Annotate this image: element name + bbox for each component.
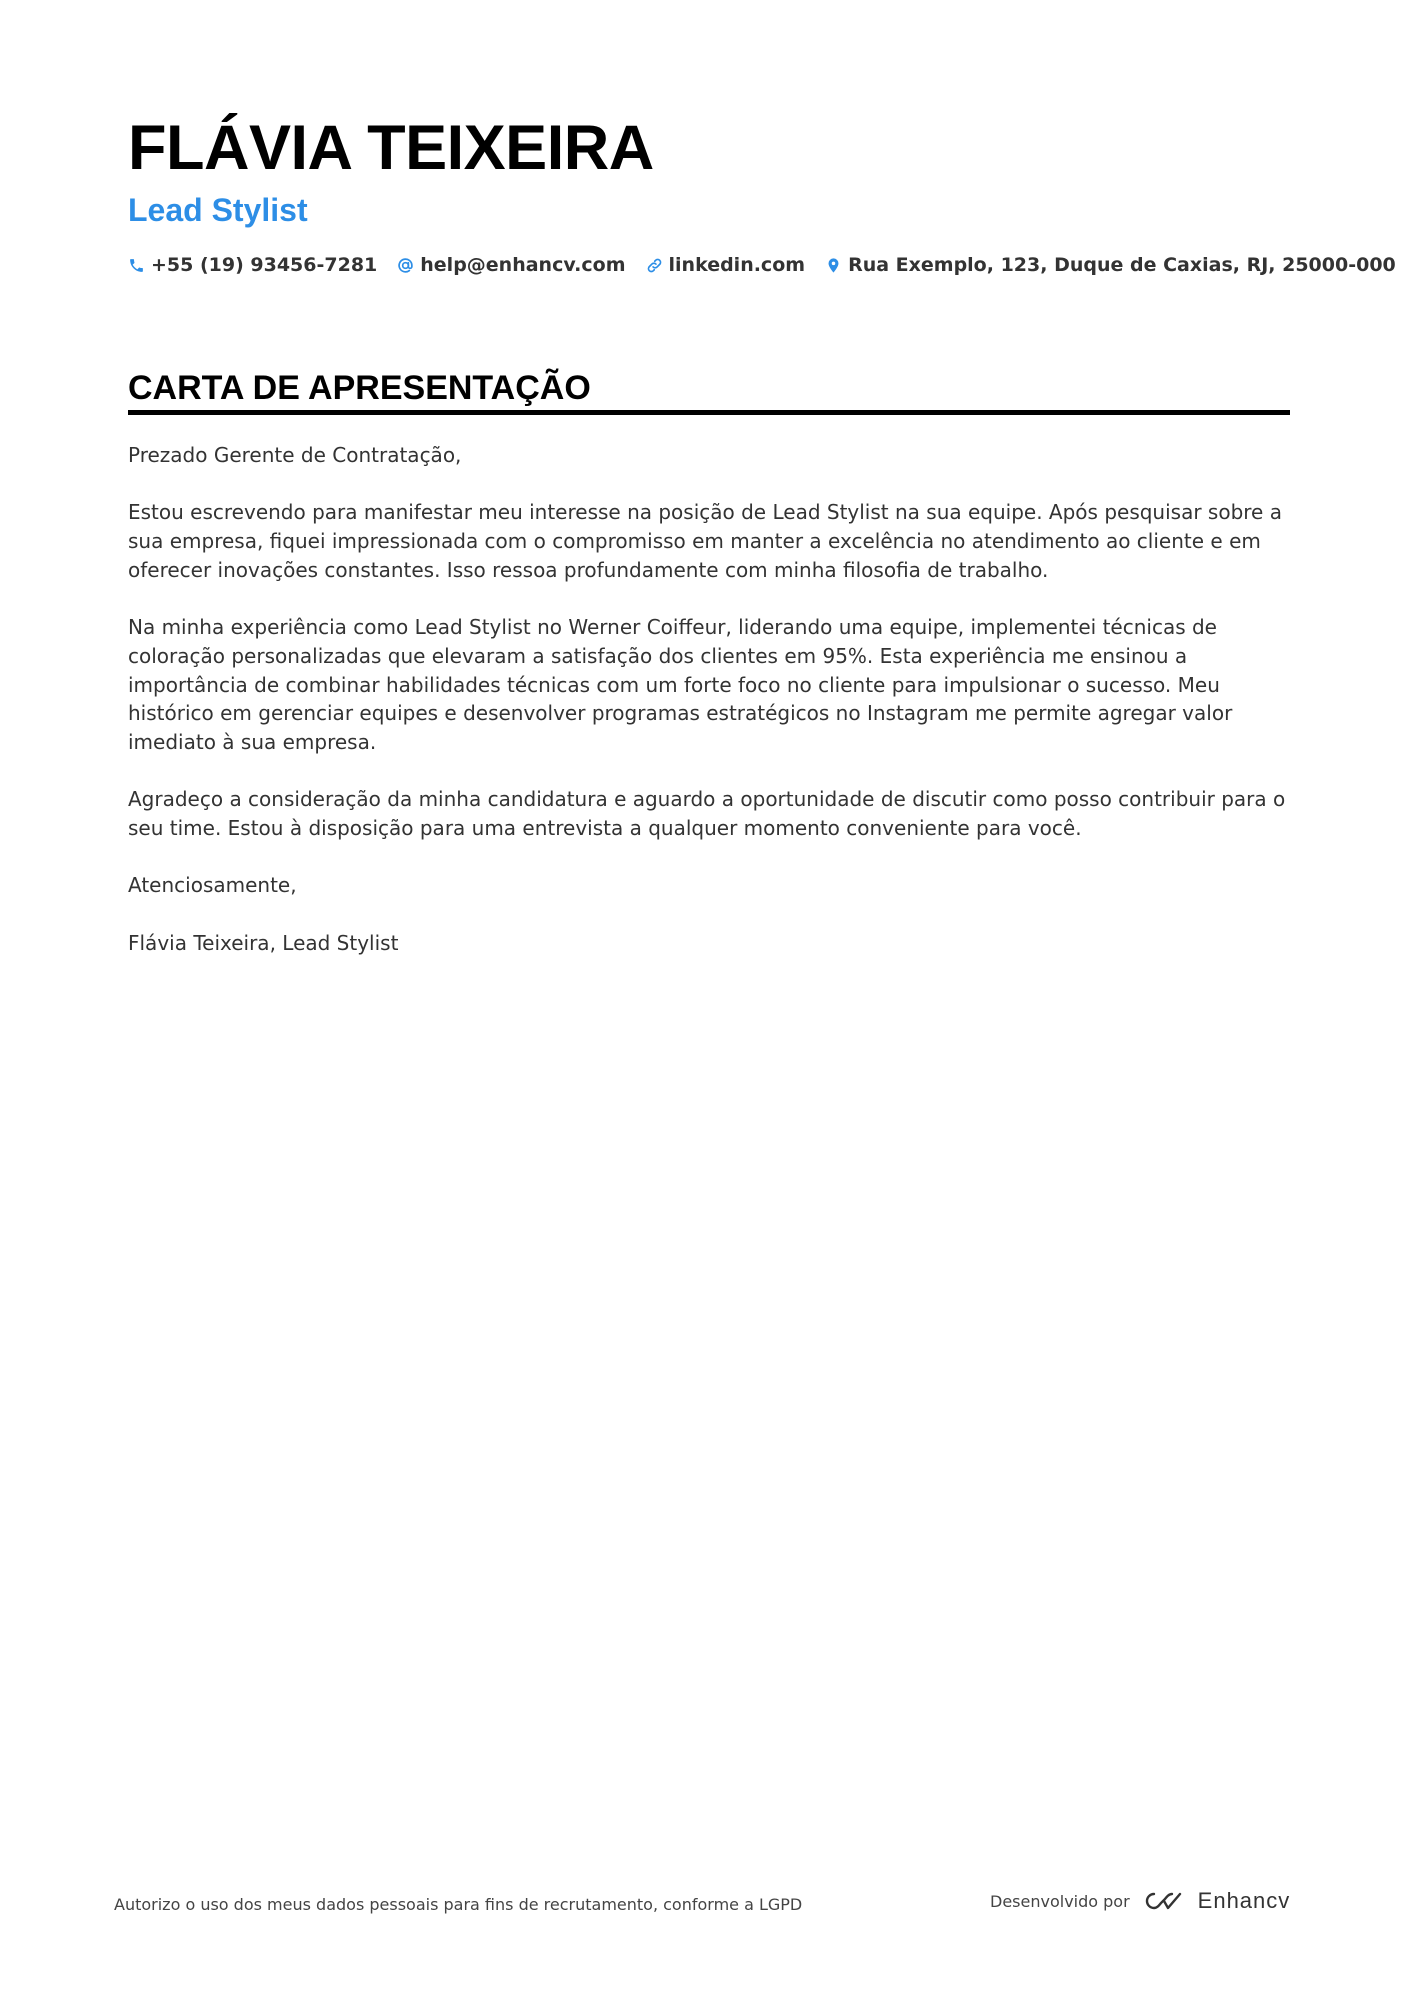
enhancv-logo-icon [1142, 1889, 1188, 1913]
contact-linkedin[interactable] [646, 254, 806, 276]
consent-note: Autorizo o uso dos meus dados pessoais para fins de recrutamento, conforme a LGPD [114, 1895, 803, 1914]
at-icon [397, 257, 414, 274]
letter-paragraph: Na minha experiência como Lead Stylist no Werner Coiffeur, liderando uma equipe, implementei técnicas de coloração personalizadas que elevaram a satisfação dos clientes em 95%. Esta experiência me ensinou a importância de combinar habilidades técnicas com um forte foco no cliente para impulsionar o sucesso. Meu histórico em gerenciar equipes e desenvolver programas estratégicos no Instagram me permite agregar valor imediato à sua empresa. [128, 615, 1233, 754]
contact-address-text: Rua Exemplo, 123, Duque de Caxias, RJ, 25000-000 [848, 254, 1396, 276]
contact-linkedin-text: linkedin.com [668, 254, 806, 276]
contact-bar [128, 254, 1396, 276]
letter-salutation: Prezado Gerente de Contratação, [128, 443, 462, 467]
contact-phone[interactable] [128, 254, 377, 276]
candidate-name: FLÁVIA TEIXEIRA [128, 113, 654, 183]
letter-signature: Flávia Teixeira, Lead Stylist [128, 930, 399, 955]
contact-phone-text: +55 (19) 93456-7281 [151, 254, 378, 276]
section-title: CARTA DE APRESENTAÇÃO [128, 369, 591, 407]
letter-paragraph: Estou escrevendo para manifestar meu interesse na posição de Lead Stylist na sua equipe. Após pesquisar sobre a sua empresa, fiquei impressionada com o compromisso em manter a excelência no atendimento ao cliente e em oferecer inovações constantes. Isso ressoa profundamente com minha filosofia de trabalho. [128, 500, 1282, 582]
contact-email-text: help@enhancv.com [420, 254, 626, 276]
section-divider [128, 410, 1290, 415]
candidate-role: Lead Stylist [128, 192, 308, 228]
letter-body [128, 441, 1290, 986]
location-pin-icon [825, 257, 842, 274]
powered-by[interactable] [990, 1888, 1290, 1914]
brand-name: Enhancv [1197, 1888, 1291, 1913]
phone-icon [128, 257, 145, 274]
letter-paragraph: Agradeço a consideração da minha candidatura e aguardo a oportunidade de discutir como posso contribuir para o seu time. Estou à disposição para uma entrevista a qualquer momento conveniente para você. [128, 787, 1286, 841]
contact-address [825, 254, 1396, 276]
contact-email[interactable] [397, 254, 625, 276]
letter-closing: Atenciosamente, [128, 873, 297, 898]
powered-by-label: Desenvolvido por [990, 1891, 1130, 1911]
link-icon [646, 257, 663, 274]
